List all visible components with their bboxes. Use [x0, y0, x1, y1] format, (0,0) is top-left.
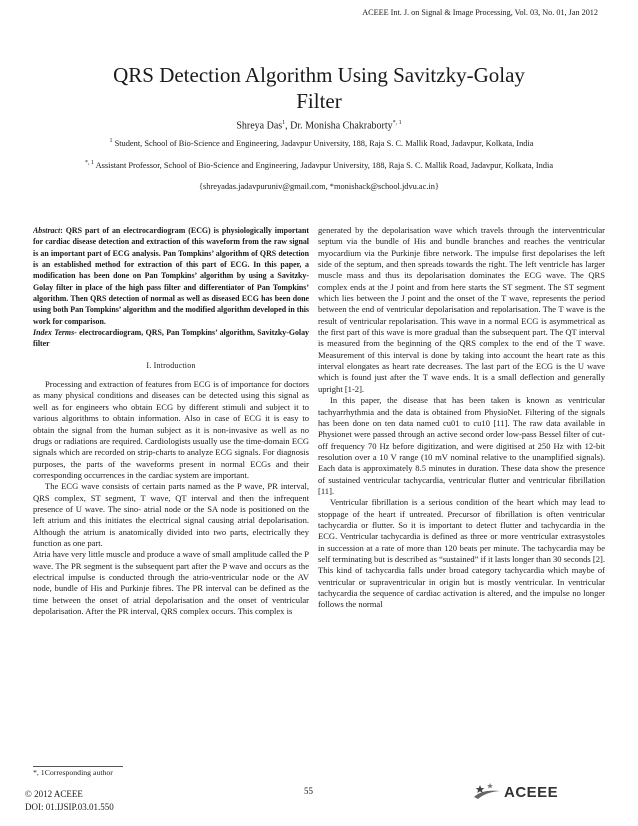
author-2-superscript: *, 1: [392, 120, 402, 126]
doi-text: DOI: 01.IJSIP.03.01.550: [25, 802, 114, 812]
affiliation-2: [40, 158, 598, 171]
author-2-name: Dr. Monisha Chakraborty: [290, 120, 393, 132]
intro-paragraph-1: Processing and extraction of features from ECG is of importance for doctors as many physical conditions and diseases can be detected using this signal as well as for engineers who obtain ECG by different stimuli and subject it to various algorithms to obtain information. Also in case of ECG it is easy to obtain the signal from the human subject as it is non-invasive as well as no drugs or radiations are required. Cardiologists usually use the time-domain ECG signals which are recorded on strip-charts to analyze ECG signals. For diagnosis purposes, the parts of the waveforms present in normal ECGs and their corresponding occurrences in the cardiac system are important.: [33, 379, 309, 480]
copyright-notice: © 2012 ACEEE: [25, 789, 83, 799]
abstract: [33, 225, 309, 327]
aceee-logo: [472, 781, 558, 803]
section-heading-introduction: I. Introduction: [146, 360, 196, 370]
star-swoosh-logo-icon: [472, 781, 502, 803]
abstract-label: Abstract: [33, 226, 61, 235]
paper-title: [60, 62, 578, 114]
affiliation-1-text: Student, School of Bio-Science and Engineering, Jadavpur University, 188, Raja S. C. Mallik Road, Jadavpur, Kolkata, India: [114, 138, 534, 148]
intro-paragraph-3: Atria have very little muscle and produce a wave of small amplitude called the P wave. The PR segment is the subsequent part after the P wave and occurs as the electrical impulse is conducted through the atrio-ventricular node or the AV node, bundle of His and Purkinje fibres. The PR interval can be defined as the time between the onset of atrial depolarisation and the onset of ventricular depolarisation. After the PR interval, QRS complex occurs. This complex is: [33, 549, 309, 616]
abstract-text: : QRS part of an electrocardiogram (ECG) is physiologically important for cardiac disease detection and extraction of this waveform from the raw signal is an important part of ECG analysis. Pan Tompkins’ algorithm of QRS detection is an established method for extraction of this part of ECG. In this paper, a modification has been done on Pan Tompkins’ algorithm by using a Savitzky-Golay filter in place of the high pass filter and differentiator of Pan Tompkins’ algorithm. Then QRS detection of normal as well as diseased ECG has been done using both Pan Tompkins’ algorithm and the modified algorithm developed in this work for comparison.: [33, 226, 309, 326]
paper-title-line-1: QRS Detection Algorithm Using Savitzky-Golay: [113, 63, 525, 87]
author-1-superscript: 1: [282, 120, 286, 126]
page-number: 55: [304, 786, 313, 796]
journal-header: ACEEE Int. J. on Signal & Image Processing, Vol. 03, No. 01, Jan 2012: [362, 8, 598, 17]
index-terms-text: - electrocardiogram, QRS, Pan Tompkins’ algorithm, Savitzky-Golay filter: [33, 328, 309, 349]
intro-paragraph-2: The ECG wave consists of certain parts named as the P wave, PR interval, QRS complex, ST segment, T wave, QT interval and then the infrequent presence of U wave. The sino- atrial node or the SA node is positioned on the left atrium and this initiates the electrical signal causing atrial depolarisation. Although the atrium is anatomically divided into two parts, electrically they function as one part.: [33, 481, 309, 548]
index-terms: [33, 327, 309, 350]
footnote-divider: [33, 766, 123, 767]
body-paragraph-3: Ventricular fibrillation is a serious condition of the heart which may lead to stoppage of the heart if untreated. Precursor of fibrillation is often ventricular tachycardia or flutter. So it is important to detect flutter and tachycardia in the ECG. Ventricular tachycardia is defined as three or more ventricular extrasystoles in succession at a rate of more than 120 beats per minute. The tachycardia may be self terminating but is described as “sustained” if it lasts longer than 30 seconds [2]. This kind of tachycardia falls under broad category tachycardia which maybe of ventricular or supraventricular in origin but is mostly ventricular. In ventricular tachycardia the sequence of cardiac activation is altered, and the impulse no longer follows the normal: [318, 497, 605, 610]
index-terms-label: Index Terms: [33, 328, 75, 338]
affiliation-2-text: Assistant Professor, School of Bio-Science and Engineering, Jadavpur University, 188, Raja S. C. Mallik Road, Jadavpur, Kolkata, India: [95, 160, 554, 170]
author-1-name: Shreya Das: [236, 120, 283, 132]
affiliation-2-marker: *, 1: [84, 160, 94, 166]
affiliation-1: [55, 136, 588, 149]
affiliation-1-marker: 1: [109, 138, 113, 144]
left-column: [33, 225, 309, 765]
paper-title-line-2: Filter: [296, 89, 342, 113]
logo-wordmark: ACEEE: [504, 783, 559, 801]
body-paragraph-1: generated by the depolarisation wave which travels through the interventricular septum via the bundle of His and bundle branches and reaches the ventricular myocardium via the Purkinje fibre network. The impulse first depolarises the left side of the septum, and then spreads towards the right. The left ventricle has larger muscle mass and thus its depolarisation dominates the ECG wave. The QRS complex ends at the J point and from here starts the ST segment. The ST segment which lies between the J point and the onset of the T wave, represents the period between the end of ventricular depolarisation and repolarisation. The T wave is the result of ventricular repolarisation. This wave in a normal ECG is asymmetrical as the first part of this wave is more gradual than the subsequent part. The QT interval is measured from the beginning of the QRS complex to the end of the T wave. Measurement of this interval is done by taking into account the heart rate as this interval elongates as heart rate decreases. The last part of the ECG is the U wave which is found just after the T wave ends. It is a small deflection and generally upright [1-2].: [318, 225, 605, 394]
right-column: [318, 225, 605, 765]
copyright-block: [25, 788, 114, 814]
body-paragraph-2: In this paper, the disease that has been taken is known as ventricular tachyarrhythmia and the data is obtained from PhysioNet. Filtering of the signals has been done on ten data named cu01 to cu10 [11]. The raw data available in Physionet were passed through an active second order low-pass Bessel filter of cut-off frequency 70 Hz before digitization, and were digitised at 250 Hz with 12-bit resolution over a 10 V range (10 mV nominal relative to the unamplified signals). Each data is approximately 8.5 minutes in duration. These data show the presence of sustained ventricular tachycardia, ventricular flutter and ventricular fibrillation [11].: [318, 395, 605, 496]
author-list: Shreya Das$^1$, Dr. Monisha Chakraborty$^{*, 1}$: [236, 120, 402, 132]
author-emails: {shreyadas.jadavpuruniv@gmail.com, *monishack@school.jdvu.ac.in}: [198, 182, 439, 191]
corresponding-author-footnote: *, 1Corresponding author: [33, 768, 113, 777]
